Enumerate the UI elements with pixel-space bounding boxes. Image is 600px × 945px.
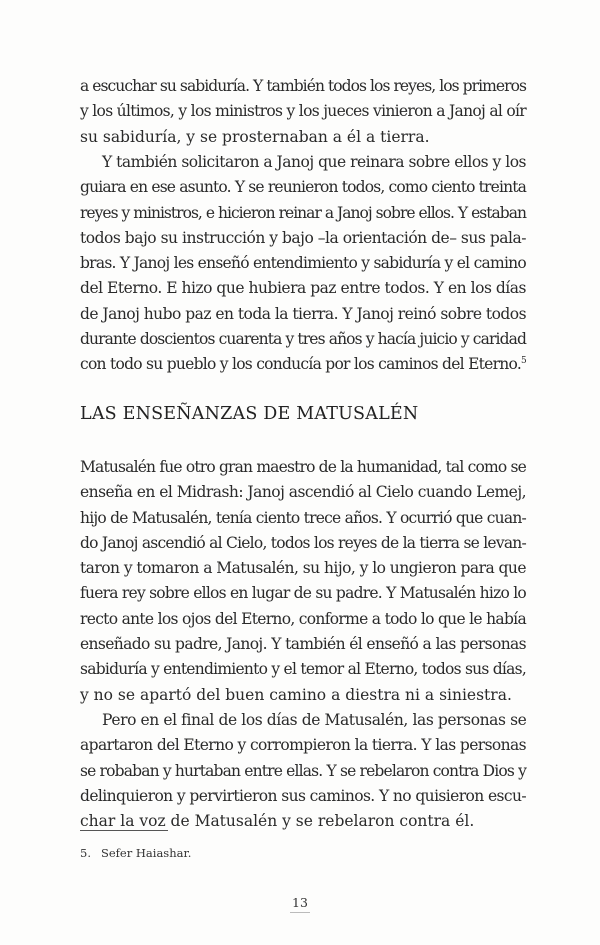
- page-number-value: 13: [292, 895, 308, 910]
- footnote: [80, 846, 191, 860]
- text-line: de Janoj hubo paz en toda la tierra. Y Janoj reinó sobre todos: [80, 304, 527, 323]
- text-line: y no se apartó del buen camino a diestra ni a siniestra.: [80, 685, 512, 704]
- text-line-with-footnote: [80, 352, 526, 377]
- text-line: y los últimos, y los ministros y los jueces vinieron a Janoj al oír: [80, 102, 526, 121]
- text-line: Y también solicitaron a Janoj que reinara sobre ellos y los: [102, 153, 527, 171]
- text-line: Matusalén fue otro gran maestro de la humanidad, tal como se: [80, 458, 526, 476]
- paragraph-4: [80, 708, 526, 834]
- text-line: recto ante los ojos del Eterno, conforme a todo lo que le había: [80, 609, 526, 628]
- text-line: se robaban y hurtaban entre ellas. Y se rebelaron contra Dios y: [80, 761, 527, 780]
- footnote-number: 5.: [80, 846, 91, 860]
- text-line: apartaron del Eterno y corrompieron la tierra. Y las personas: [80, 736, 526, 755]
- text-line: hijo de Matusalén, tenía ciento trece años. Y ocurrió que cuan-: [80, 508, 527, 527]
- text-line: delinquieron y pervirtieron sus caminos. Y no quisieron escu-: [80, 786, 527, 805]
- footnote-text: Sefer Haiashar.: [100, 846, 192, 860]
- text-line: durante doscientos cuarenta y tres años y hacía juicio y caridad: [80, 330, 527, 349]
- text-line: fuera rey sobre ellos en lugar de su padre. Y Matusalén hizo lo: [80, 584, 526, 603]
- paragraph-2: [80, 150, 526, 378]
- text-line: del Eterno. E hizo que hubiera paz entre todos. Y en los días: [80, 279, 527, 298]
- paragraph-1: [80, 74, 526, 150]
- section-heading: LAS ENSEÑANZAS DE MATUSALÉN: [80, 404, 419, 424]
- text-line: Pero en el final de los días de Matusalén, las personas se: [102, 711, 527, 729]
- text-line: enseñado su padre, Janoj. Y también él enseñó a las personas: [80, 635, 526, 654]
- page-number: [0, 895, 600, 913]
- text-line: char la voz de Matusalén y se rebelaron contra él.: [80, 812, 475, 831]
- text-line: enseña en el Midrash: Janoj ascendió al Cielo cuando Lemej,: [80, 483, 526, 502]
- text-line: con todo su pueblo y los conducía por los caminos del Eterno.: [80, 355, 522, 374]
- footnote-reference: 5: [521, 356, 527, 367]
- text-line: guiara en ese asunto. Y se reunieron todos, como ciento treinta: [80, 178, 527, 197]
- paragraph-3: [80, 455, 526, 708]
- text-line: taron y tomaron a Matusalén, su hijo, y lo ungieron para que: [80, 559, 526, 578]
- text-line: reyes y ministros, e hicieron reinar a Janoj sobre ellos. Y estaban: [80, 203, 526, 222]
- text-line: todos bajo su instrucción y bajo –la orientación de– sus pala-: [80, 228, 526, 247]
- text-line: sabiduría y entendimiento y el temor al Eterno, todos sus días,: [80, 660, 526, 679]
- text-line: bras. Y Janoj les enseñó entendimiento y sabiduría y el camino: [80, 254, 526, 273]
- text-line: su sabiduría, y se prosternaban a él a tierra.: [80, 127, 430, 146]
- text-line: do Janoj ascendió al Cielo, todos los reyes de la tierra se levan-: [80, 533, 526, 552]
- text-line: a escuchar su sabiduría. Y también todos los reyes, los primeros: [80, 77, 526, 95]
- footnote-divider: [80, 830, 168, 831]
- page-number-rule: [290, 912, 310, 913]
